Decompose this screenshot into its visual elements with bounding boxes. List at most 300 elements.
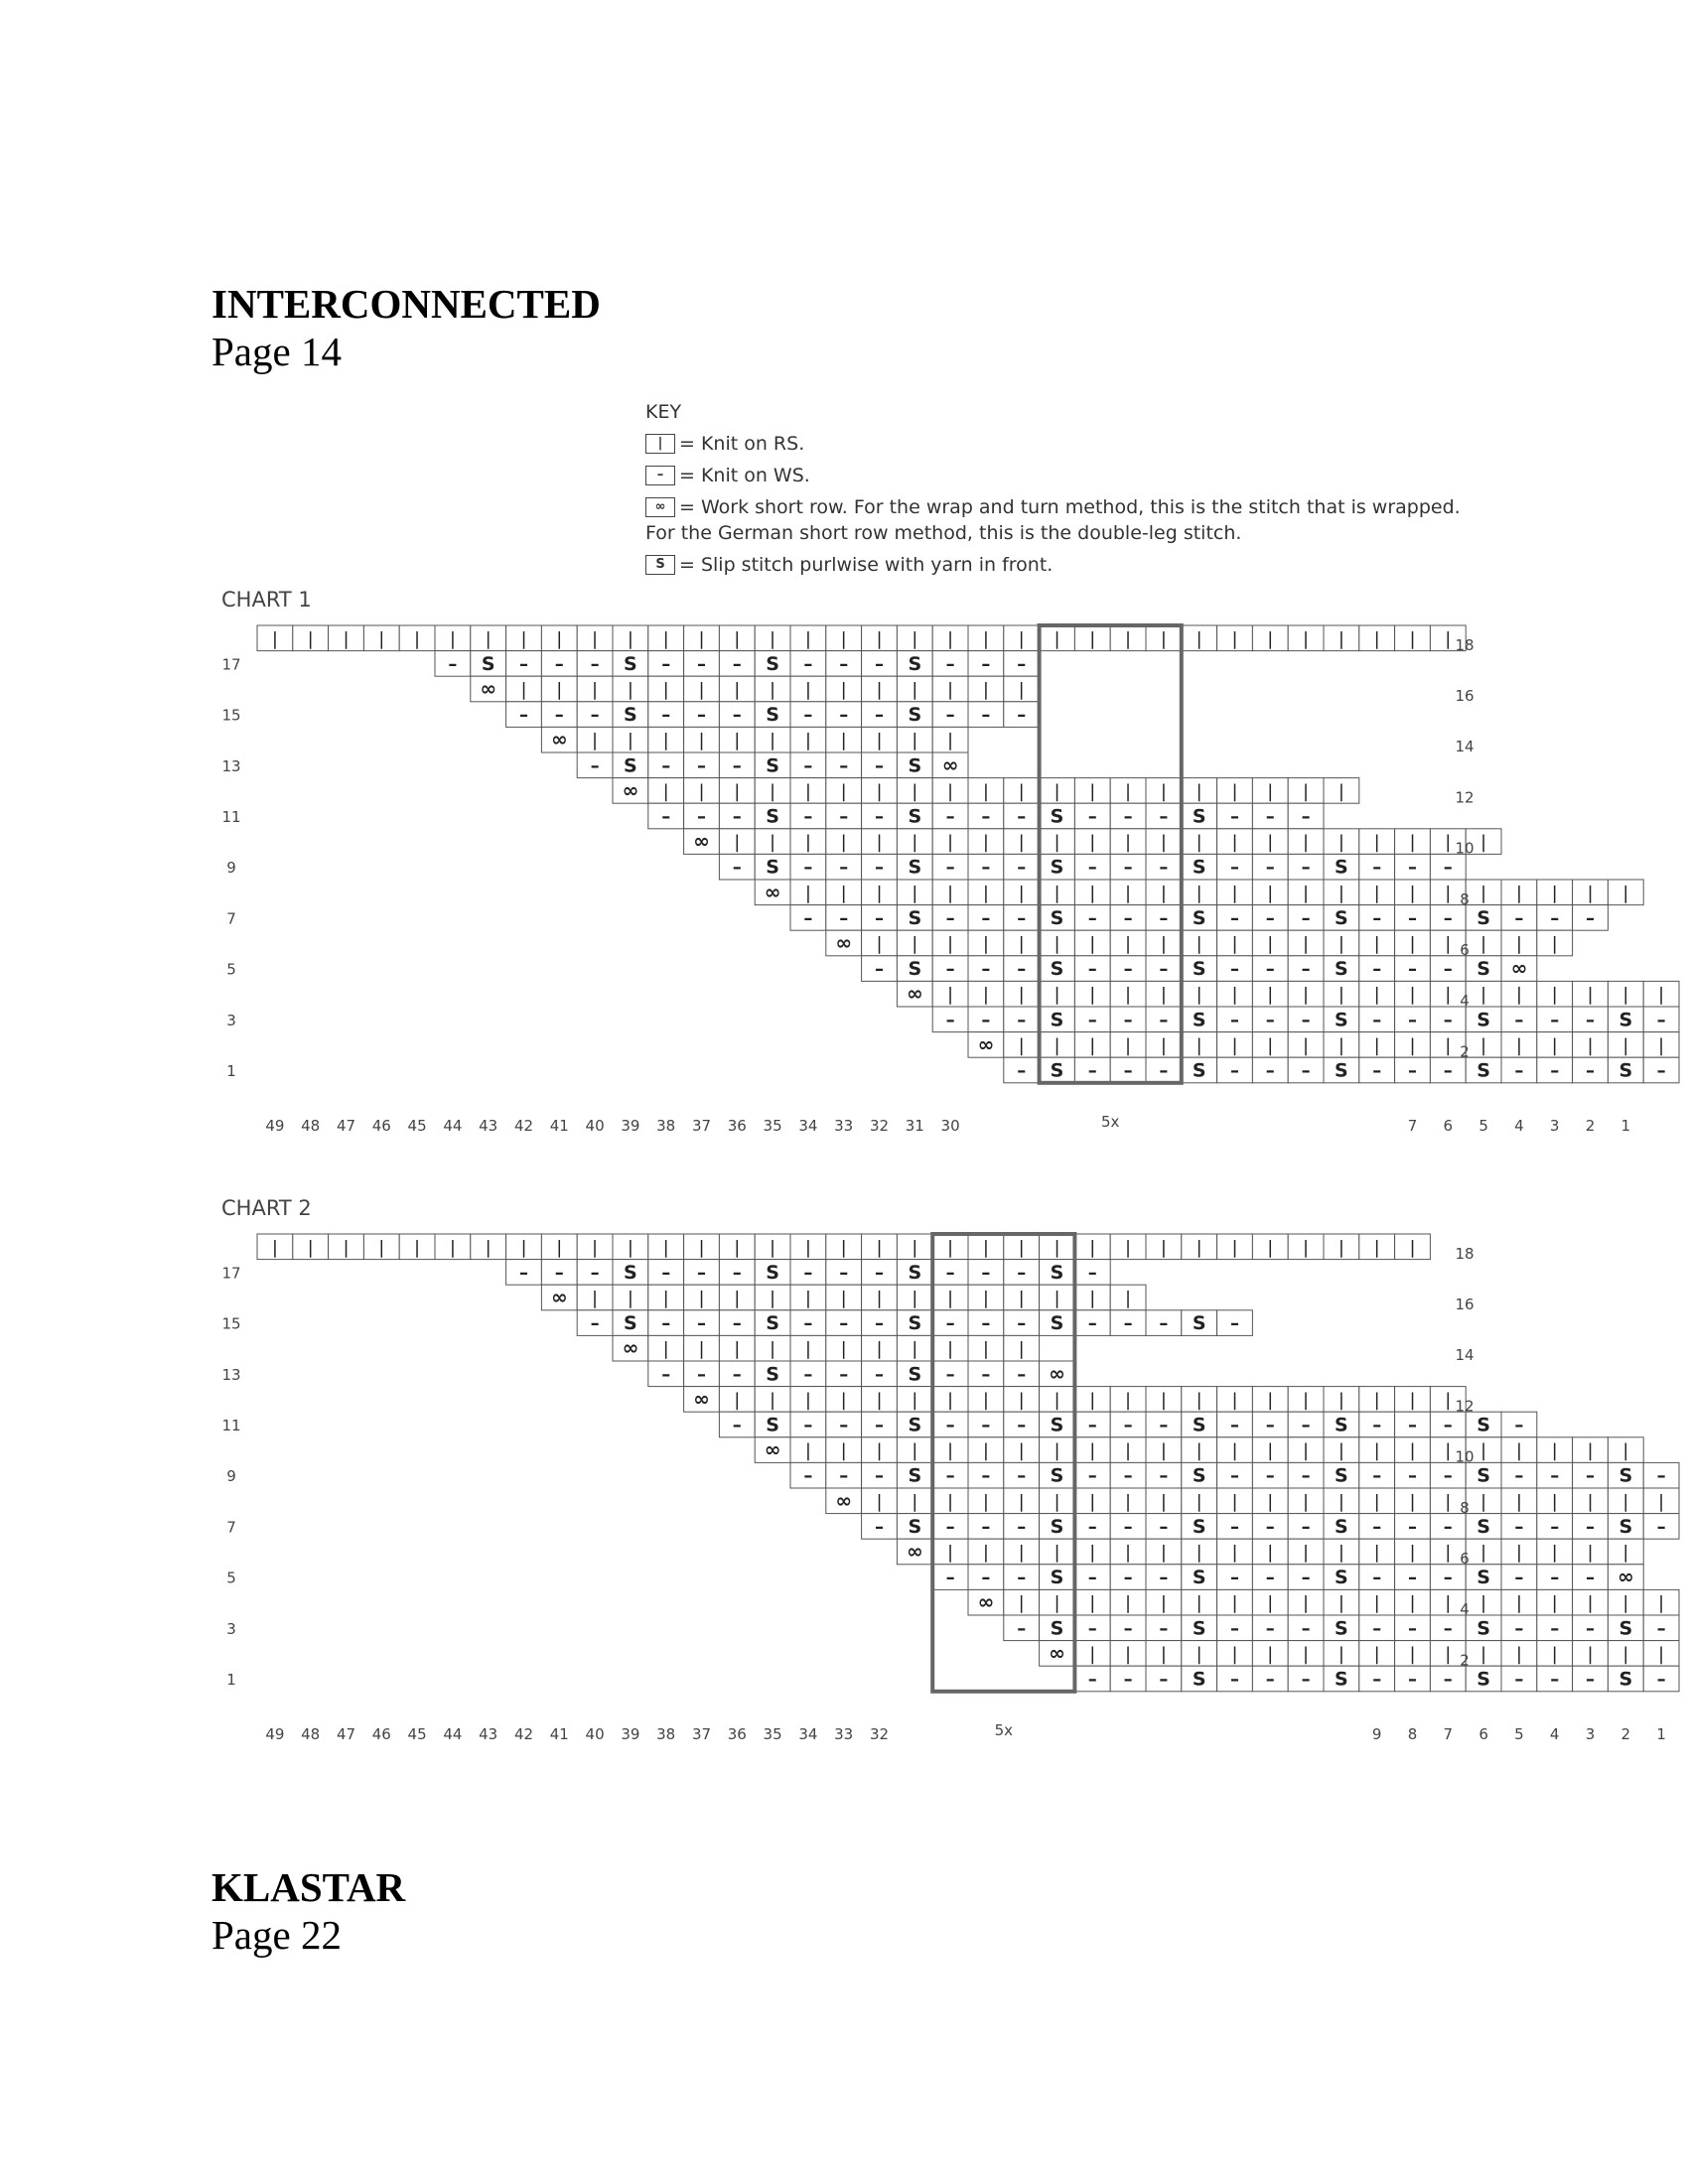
knit-rs-mark: |: [1018, 1288, 1025, 1309]
knit-ws-mark: –: [1230, 959, 1239, 981]
knit-ws-mark: –: [1408, 1516, 1417, 1538]
slip-stitch-mark: S: [1477, 1009, 1490, 1031]
knit-rs-mark: |: [840, 780, 847, 802]
knit-rs-mark: |: [1196, 780, 1202, 802]
short-row-mark: ∞: [941, 752, 959, 777]
knit-ws-mark: –: [1408, 1010, 1417, 1031]
column-label: 30: [940, 1116, 960, 1135]
knit-rs-mark: |: [804, 1237, 811, 1259]
knit-rs-mark: |: [1373, 1237, 1380, 1259]
key-item-text: = Slip stitch purlwise with yarn in front.: [679, 554, 1054, 576]
knit-rs-mark: |: [804, 1288, 811, 1309]
knit-rs-mark: |: [876, 832, 883, 854]
knit-rs-mark: |: [1018, 933, 1025, 955]
knit-ws-mark: –: [1087, 857, 1097, 879]
knit-ws-mark: –: [803, 806, 813, 828]
knit-rs-mark: |: [1267, 1440, 1274, 1462]
knit-ws-mark: –: [839, 1364, 849, 1386]
knit-ws-mark: –: [1514, 1568, 1524, 1589]
knit-rs-mark: |: [1160, 883, 1167, 904]
knit-ws-mark: –: [1159, 1568, 1169, 1589]
knit-ws-mark: –: [839, 1262, 849, 1284]
key-item-text-continued: For the German short row method, this is the double-leg stitch.: [645, 522, 1242, 544]
knit-rs-mark: |: [1303, 628, 1310, 650]
short-row-mark: ∞: [1049, 1640, 1065, 1665]
knit-rs-mark: |: [1089, 832, 1096, 854]
knit-ws-mark: –: [697, 1262, 706, 1284]
knit-ws-mark: –: [590, 1313, 600, 1335]
column-label: 2: [1620, 1724, 1631, 1743]
row-label-right: 4: [1460, 992, 1470, 1011]
knit-ws-mark: –: [732, 1262, 742, 1284]
row-label-right: 6: [1460, 1550, 1470, 1568]
knit-rs-mark: |: [1445, 832, 1452, 854]
column-label: 46: [371, 1724, 391, 1743]
knit-rs-mark: |: [876, 679, 883, 701]
slip-stitch-mark: S: [1477, 1414, 1490, 1436]
knit-ws-mark: –: [1159, 1669, 1169, 1691]
knit-rs-mark: |: [1267, 984, 1274, 1006]
knit-ws-mark: –: [1087, 1010, 1097, 1031]
knit-rs-mark: |: [770, 780, 776, 802]
short-row-mark: ∞: [550, 727, 568, 751]
knit-rs-mark: |: [876, 883, 883, 904]
slip-stitch-mark: S: [1050, 1617, 1064, 1640]
knit-rs-mark: |: [1054, 1491, 1060, 1513]
knit-ws-mark: –: [1372, 1618, 1382, 1640]
knit-rs-mark: |: [876, 780, 883, 802]
knit-rs-mark: |: [1373, 1440, 1380, 1462]
column-label: 1: [1620, 1116, 1631, 1135]
knit-rs-mark: |: [1231, 883, 1238, 904]
row-label-left: 15: [221, 1314, 241, 1333]
column-label: 41: [549, 1116, 569, 1135]
knit-rs-mark: |: [947, 1389, 954, 1411]
knit-ws-mark: –: [1586, 1060, 1595, 1082]
column-label: 1: [1656, 1724, 1666, 1743]
knit-ws-mark: –: [1123, 1568, 1133, 1589]
knit-rs-mark: |: [982, 1288, 989, 1309]
knit-rs-mark: |: [1303, 780, 1310, 802]
knit-rs-mark: |: [804, 1338, 811, 1360]
knit-rs-mark: |: [1337, 883, 1344, 904]
knit-ws-mark: –: [1159, 1060, 1169, 1082]
knit-rs-mark: |: [1125, 1389, 1132, 1411]
knit-ws-mark: –: [1372, 1465, 1382, 1487]
knit-rs-mark: |: [343, 1237, 350, 1259]
knit-ws-mark: –: [1159, 907, 1169, 929]
knit-rs-mark: |: [1337, 933, 1344, 955]
slip-stitch-mark: S: [766, 1414, 779, 1436]
slip-stitch-mark: S: [1335, 1668, 1348, 1691]
column-label: 38: [656, 1116, 676, 1135]
knit-ws-mark: –: [945, 1465, 955, 1487]
slip-stitch-mark: S: [908, 958, 922, 981]
slip-stitch-mark: S: [1618, 1009, 1633, 1031]
short-row-mark: ∞: [835, 930, 853, 955]
knit-ws-mark: –: [1372, 1060, 1382, 1082]
knit-rs-mark: |: [876, 730, 883, 751]
knit-rs-mark: |: [449, 628, 456, 650]
knit-rs-mark: |: [1658, 1034, 1665, 1056]
knit-rs-mark: |: [1551, 1643, 1558, 1665]
knit-ws-mark: –: [1159, 1313, 1169, 1335]
slip-stitch-mark: S: [908, 1312, 922, 1335]
knit-rs-mark: |: [912, 1237, 918, 1259]
row-label-right: 2: [1460, 1651, 1470, 1670]
slip-stitch-mark: S: [908, 906, 922, 929]
knit-ws-mark: –: [1265, 857, 1275, 879]
knit-rs-mark: |: [1089, 628, 1096, 650]
knit-rs-mark: |: [1303, 1592, 1310, 1614]
knit-ws-mark: –: [1550, 1618, 1560, 1640]
knit-rs-mark: |: [947, 1237, 954, 1259]
knit-rs-mark: |: [1409, 1389, 1416, 1411]
knit-rs-mark: |: [912, 832, 918, 854]
knit-ws-mark: –: [1301, 907, 1311, 929]
row-label-left: 17: [221, 1264, 241, 1283]
row-label-right: 12: [1455, 1397, 1475, 1416]
knit-rs-mark: |: [1303, 1643, 1310, 1665]
slip-stitch-mark: S: [1192, 1059, 1206, 1082]
knit-rs-mark: |: [1551, 984, 1558, 1006]
row-label-left: 7: [226, 909, 236, 928]
knit-rs-mark: |: [1125, 1237, 1132, 1259]
knit-ws-mark: –: [1586, 907, 1595, 929]
knit-rs-mark: |: [1089, 933, 1096, 955]
knit-ws-mark: –: [732, 1364, 742, 1386]
knit-ws-mark: –: [1372, 857, 1382, 879]
short-row-mark: ∞: [764, 1437, 781, 1462]
knit-ws-mark: –: [1372, 959, 1382, 981]
short-row-mark: ∞: [977, 1589, 995, 1614]
column-label: 32: [869, 1116, 890, 1135]
knit-ws-mark: –: [1265, 1568, 1275, 1589]
knit-rs-mark: |: [1480, 1542, 1487, 1564]
slip-stitch-mark: S: [1477, 1059, 1490, 1082]
short-row-mark: ∞: [550, 1285, 568, 1309]
knit-ws-mark: –: [1087, 1060, 1097, 1082]
knit-ws-mark: –: [981, 959, 991, 981]
knit-ws-mark: –: [981, 1415, 991, 1436]
knit-rs-mark: |: [1515, 1034, 1522, 1056]
knit-rs-mark: |: [1125, 1592, 1132, 1614]
knit-rs-mark: |: [1587, 1643, 1594, 1665]
knit-rs-mark: |: [876, 1491, 883, 1513]
knit-rs-mark: |: [1373, 1491, 1380, 1513]
slip-stitch-mark: S: [766, 805, 779, 828]
knit-ws-mark: –: [1230, 1568, 1239, 1589]
knit-rs-mark: |: [1658, 1643, 1665, 1665]
knit-rs-mark: |: [1445, 1491, 1452, 1513]
row-label-left: 1: [226, 1671, 236, 1689]
section-page-interconnected: Page 14: [211, 329, 342, 374]
knit-rs-mark: |: [1337, 1237, 1344, 1259]
knit-rs-mark: |: [912, 1491, 918, 1513]
knit-ws-mark: –: [1230, 1313, 1239, 1335]
slip-stitch-mark: S: [1192, 1567, 1206, 1589]
knit-rs-mark: |: [1125, 628, 1132, 650]
column-label: 3: [1549, 1116, 1560, 1135]
knit-rs-mark: |: [876, 1338, 883, 1360]
knit-ws-mark: –: [1265, 1010, 1275, 1031]
knit-rs-mark: |: [1551, 1592, 1558, 1614]
knit-ws-mark: –: [1408, 1415, 1417, 1436]
knit-ws-mark: –: [1017, 1313, 1027, 1335]
knit-ws-mark: –: [1017, 1568, 1027, 1589]
knit-rs-mark: |: [804, 730, 811, 751]
knit-ws-mark: –: [1514, 1669, 1524, 1691]
knit-rs-mark: |: [1267, 1592, 1274, 1614]
slip-stitch-mark: S: [908, 704, 922, 727]
knit-ws-mark: –: [945, 1516, 955, 1538]
knit-rs-mark: |: [1373, 832, 1380, 854]
slip-stitch-mark: S: [1192, 906, 1206, 929]
column-label: 46: [371, 1116, 391, 1135]
knit-rs-mark: |: [698, 1237, 705, 1259]
knit-rs-mark: |: [1337, 832, 1344, 854]
knit-rs-mark: |: [1303, 1237, 1310, 1259]
knit-rs-mark: |: [1125, 780, 1132, 802]
column-label: 44: [443, 1724, 463, 1743]
knit-rs-mark: |: [1089, 1491, 1096, 1513]
knit-ws-mark: –: [1123, 1618, 1133, 1640]
knit-ws-mark: –: [1230, 1618, 1239, 1640]
slip-stitch-mark: S: [766, 1261, 779, 1284]
row-label-left: 7: [226, 1518, 236, 1537]
knit-ws-mark: –: [1656, 1618, 1666, 1640]
short-row-symbol-icon: ∞: [645, 497, 675, 517]
knit-rs-mark: |: [947, 832, 954, 854]
knit-rs-mark: |: [1658, 1491, 1665, 1513]
knit-ws-mark: –: [875, 1516, 884, 1538]
knit-ws-mark: –: [1265, 1516, 1275, 1538]
knit-rs-mark: |: [1587, 1440, 1594, 1462]
slip-stitch-mark: S: [908, 652, 922, 675]
column-label: 47: [336, 1724, 356, 1743]
knit-rs-mark: |: [912, 1440, 918, 1462]
knit-ws-mark: –: [1550, 1010, 1560, 1031]
knit-rs-mark: |: [627, 730, 633, 751]
chart-2-grid: [0, 1224, 1688, 1780]
knit-rs-mark: |: [840, 628, 847, 650]
slip-stitch-mark: S: [1335, 1009, 1348, 1031]
knit-ws-mark: –: [1514, 1010, 1524, 1031]
knit-rs-mark: |: [1480, 832, 1487, 854]
knit-rs-mark: |: [1409, 1237, 1416, 1259]
slip-stitch-mark: S: [1335, 1617, 1348, 1640]
knit-ws-mark: –: [732, 806, 742, 828]
knit-rs-mark: |: [912, 883, 918, 904]
knit-ws-mark: –: [1372, 907, 1382, 929]
knit-rs-mark: |: [1125, 883, 1132, 904]
knit-rs-mark: |: [1373, 984, 1380, 1006]
knit-rs-mark: |: [840, 1440, 847, 1462]
knit-ws-mark: –: [1230, 806, 1239, 828]
knit-rs-mark: |: [804, 1389, 811, 1411]
knit-rs-mark: |: [1196, 933, 1202, 955]
knit-rs-mark: |: [592, 730, 599, 751]
knit-rs-mark: |: [1480, 1592, 1487, 1614]
column-label: 44: [443, 1116, 463, 1135]
knit-rs-mark: |: [982, 780, 989, 802]
slip-stitch-mark: S: [1050, 958, 1064, 981]
knit-ws-mark: –: [1301, 1669, 1311, 1691]
knit-rs-mark: |: [876, 1440, 883, 1462]
knit-ws-mark: –: [981, 705, 991, 727]
knit-rs-mark: |: [662, 730, 669, 751]
slip-stitch-mark: S: [1477, 958, 1490, 981]
knit-ws-mark: –: [1265, 1669, 1275, 1691]
knit-rs-mark: |: [1160, 1491, 1167, 1513]
knit-rs-mark: |: [982, 933, 989, 955]
knit-rs-mark: |: [876, 933, 883, 955]
slip-stitch-mark: S: [1050, 1567, 1064, 1589]
knit-ws-mark: –: [661, 1364, 671, 1386]
knit-ws-mark: –: [1017, 653, 1027, 675]
knit-ws-mark: –: [875, 653, 884, 675]
knit-ws-mark: –: [1230, 1060, 1239, 1082]
knit-ws-mark: –: [1443, 1010, 1453, 1031]
knit-rs-mark: |: [1622, 1592, 1629, 1614]
knit-ws-mark: –: [1656, 1669, 1666, 1691]
knit-ws-mark: –: [697, 705, 706, 727]
knit-rs-mark: |: [698, 1338, 705, 1360]
knit-ws-mark: –: [1087, 1516, 1097, 1538]
column-label: 42: [513, 1116, 534, 1135]
knit-rs-mark: |: [520, 1237, 527, 1259]
knit-rs-mark: |: [1303, 1440, 1310, 1462]
slip-stitch-mark: S: [1050, 1464, 1064, 1487]
knit-ws-mark: –: [1230, 857, 1239, 879]
knit-rs-mark: |: [947, 730, 954, 751]
knit-ws-mark: –: [1550, 1516, 1560, 1538]
row-label-left: 9: [226, 1467, 236, 1486]
knit-rs-mark: |: [556, 1237, 563, 1259]
column-label: 49: [265, 1724, 285, 1743]
knit-ws-mark: –: [981, 1516, 991, 1538]
column-label: 40: [585, 1116, 605, 1135]
knit-ws-mark: –: [661, 755, 671, 777]
knit-rs-mark: |: [1196, 1237, 1202, 1259]
knit-ws-mark: –: [981, 1262, 991, 1284]
knit-rs-mark: |: [1587, 1592, 1594, 1614]
knit-rs-symbol-icon: |: [645, 434, 675, 454]
slip-stitch-mark: S: [1192, 856, 1206, 879]
column-label: 4: [1514, 1116, 1524, 1135]
knit-rs-mark: |: [1267, 832, 1274, 854]
knit-ws-mark: –: [1514, 907, 1524, 929]
knit-rs-mark: |: [1267, 1542, 1274, 1564]
slip-stitch-mark: S: [1050, 1312, 1064, 1335]
slip-stitch-mark: S: [624, 652, 637, 675]
knit-ws-mark: –: [1301, 1060, 1311, 1082]
knit-rs-mark: |: [1373, 1389, 1380, 1411]
row-label-right: 10: [1455, 839, 1475, 858]
knit-rs-mark: |: [1337, 1592, 1344, 1614]
knit-rs-mark: |: [1303, 1389, 1310, 1411]
knit-ws-mark: –: [803, 1465, 813, 1487]
knit-rs-mark: |: [1622, 1643, 1629, 1665]
slip-stitch-mark: S: [1050, 1515, 1064, 1538]
knit-ws-mark: –: [661, 705, 671, 727]
column-label: 31: [905, 1116, 924, 1135]
knit-rs-mark: |: [1373, 1542, 1380, 1564]
slip-stitch-mark: S: [1050, 1414, 1064, 1436]
knit-rs-mark: |: [1054, 832, 1060, 854]
knit-rs-mark: |: [1018, 1034, 1025, 1056]
knit-rs-mark: |: [414, 1237, 421, 1259]
knit-ws-mark: –: [1514, 1618, 1524, 1640]
short-row-mark: ∞: [622, 1335, 639, 1360]
knit-rs-mark: |: [1622, 1491, 1629, 1513]
knit-rs-mark: |: [840, 679, 847, 701]
slip-stitch-mark: S: [908, 1464, 922, 1487]
knit-rs-mark: |: [947, 1542, 954, 1564]
knit-ws-mark: –: [1265, 806, 1275, 828]
knit-rs-mark: |: [1267, 1643, 1274, 1665]
knit-rs-mark: |: [271, 1237, 278, 1259]
knit-ws-mark: –: [1408, 1060, 1417, 1082]
knit-ws-mark: –: [1017, 1516, 1027, 1538]
knit-ws-mark: –: [1159, 1465, 1169, 1487]
slip-stitch-mark: S: [1335, 1515, 1348, 1538]
knit-rs-mark: |: [1231, 1237, 1238, 1259]
knit-ws-mark: –: [1087, 1669, 1097, 1691]
knit-ws-mark: –: [981, 1313, 991, 1335]
knit-rs-mark: |: [1231, 1440, 1238, 1462]
knit-rs-mark: |: [556, 628, 563, 650]
short-row-mark: ∞: [1510, 956, 1528, 981]
row-label-left: 11: [221, 808, 241, 826]
knit-rs-mark: |: [627, 1237, 633, 1259]
knit-rs-mark: |: [1089, 780, 1096, 802]
knit-ws-mark: –: [981, 857, 991, 879]
knit-ws-mark: –: [1017, 705, 1027, 727]
knit-ws-mark: –: [875, 959, 884, 981]
knit-ws-mark: –: [1159, 857, 1169, 879]
knit-ws-mark: –: [945, 857, 955, 879]
knit-ws-mark: –: [839, 1415, 849, 1436]
knit-rs-mark: |: [840, 1288, 847, 1309]
knit-ws-mark: –: [590, 755, 600, 777]
knit-rs-mark: |: [1125, 1034, 1132, 1056]
column-label: 49: [265, 1116, 285, 1135]
knit-ws-mark: –: [1230, 1669, 1239, 1691]
knit-ws-mark: –: [1017, 1010, 1027, 1031]
knit-ws-mark: –: [732, 1313, 742, 1335]
knit-ws-mark: –: [1265, 907, 1275, 929]
column-label: 8: [1407, 1724, 1418, 1743]
knit-rs-mark: |: [1515, 1491, 1522, 1513]
knit-rs-mark: |: [1196, 1592, 1202, 1614]
knit-rs-mark: |: [1373, 933, 1380, 955]
slip-stitch-mark: S: [1477, 1668, 1490, 1691]
slip-stitch-mark: S: [1335, 1464, 1348, 1487]
knit-rs-mark: |: [662, 1288, 669, 1309]
knit-ws-mark: –: [981, 1465, 991, 1487]
column-label: 48: [301, 1116, 321, 1135]
knit-ws-mark: –: [732, 755, 742, 777]
column-label: 43: [479, 1116, 498, 1135]
knit-rs-mark: |: [592, 1288, 599, 1309]
knit-rs-mark: |: [912, 780, 918, 802]
key-item-slip: [645, 554, 1053, 576]
slip-stitch-mark: S: [1050, 856, 1064, 879]
knit-rs-mark: |: [1515, 883, 1522, 904]
knit-rs-mark: |: [1196, 1542, 1202, 1564]
knit-ws-mark: –: [1017, 857, 1027, 879]
